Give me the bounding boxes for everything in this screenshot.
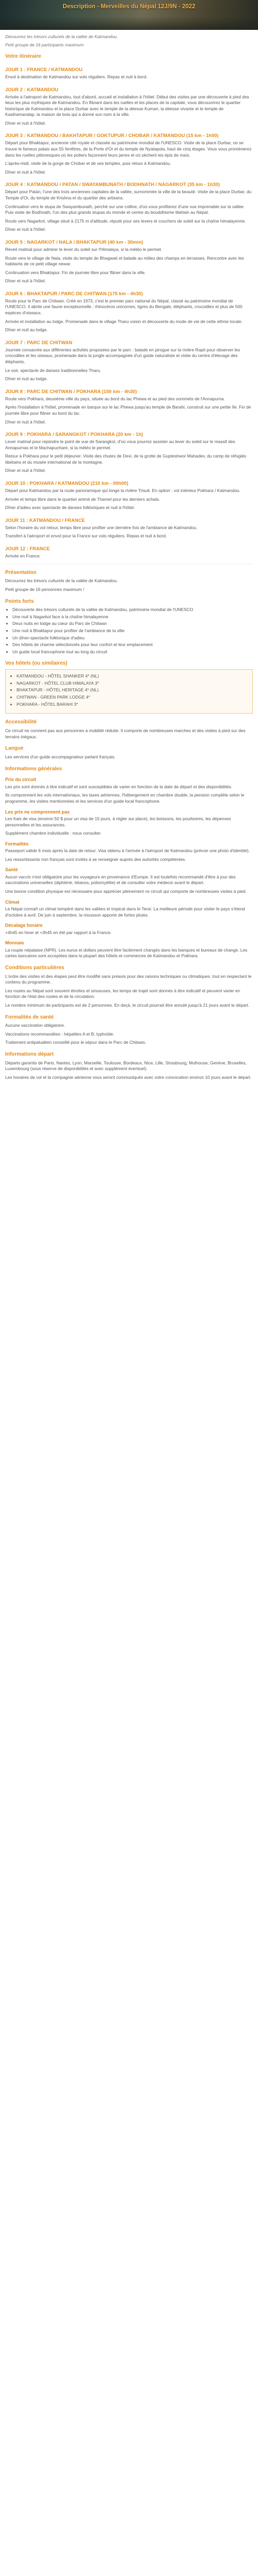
day-paragraph: Continuation vers Bhaktapur. Fin de journée libre pour flâner dans la ville. [5,269,146,275]
hotels-heading: Vos hôtels (ou similaires) [5,660,68,667]
info-paragraph: Les prix sont donnés à titre indicatif et sont susceptibles de varier en fonction de la date de départ et des disponibilités. [5,784,232,789]
day-title: JOUR 1 : FRANCE / KATMANDOU [5,66,83,72]
hotels-box [5,669,253,714]
info-subheading: Prix du circuit [5,777,37,783]
departure-text [5,1060,253,1081]
day-section [5,291,253,333]
day-title: JOUR 5 : NAGARKOT / NALA / BHAKTAPUR (40 km - 30min) [5,239,143,245]
paragraph: Aucune vaccination obligatoire. [5,1023,65,1028]
info-subsection [5,841,253,863]
day-section [5,388,253,425]
day-paragraph: Départ pour Patan, l'une des trois anciennes capitales de la vallée, surnommée la ville de la beauté. Visite de la place Durbar, du Temple d'Or, du temple de Krishna et du quartier des artisans. [5,189,252,200]
presentation-text [5,578,253,592]
day-paragraph: Arrivée à l'aéroport de Katmandou, tout d'abord, accueil et installation à l'hôtel. Début des visites par une découverte à pied des lieux les plus mythiques de Katmandou. En flânant dans les ruelles et les places de la capitale, vous découvrirez le quartier historique de Katmandou et la place Durbar avec le temple de la déesse Kumari, la déesse vivante et le temple de Kasthamandap, la maison de bois qui a donné son nom à la ville. [5,94,249,117]
paragraph: Ce circuit ne convient pas aux personnes à mobilité réduite. Il comporte de nombreuses marches et des visites à pied sur des terrains inégaux. [5,728,246,739]
day-paragraph: Journée consacrée aux différentes activités proposées par le parc : balade en pirogue sur la rivière Rapti pour observer les crocodiles et les oiseaux, promenade dans la jungle accompagnée d'un guide naturaliste et visite du centre d'élevage des éléphants. [5,347,240,364]
paragraph: Les horaires de vol et la compagnie aérienne vous seront communiqués avec votre convocation environ 10 jours avant le départ. [5,1075,252,1080]
page-title: Description - Merveilles du Népal 12J/9N - 2022 [62,4,196,10]
info-paragraph: Supplément chambre individuelle : nous consulter. [5,831,102,836]
day-section [5,546,253,560]
day-section [5,66,253,80]
day-title: JOUR 7 : PARC DE CHITWAN [5,339,73,345]
accessibility-heading: Accessibilité [5,719,37,725]
day-section [5,87,253,127]
conditions-text [5,974,253,1009]
paragraph: Petit groupe de 16 personnes maximum ! [5,586,85,592]
hotel-item: • NAGARKOT - HÔTEL CLUB HIMALAYA 3* [17,681,249,687]
day-paragraph: Arrivée et temps libre dans le quartier animé de Thamel pour les derniers achats. [5,496,160,502]
day-section [5,480,253,511]
highlight-item: • Découverte des trésors culturels de la vallée de Katmandou, patrimoine mondial de l'UNESCO [12,607,253,613]
page [0,0,258,1089]
day-paragraph: Route vers Nagarkot, village situé à 2175 m d'altitude, réputé pour ses levers et couchers de soleil sur la chaîne himalayenne. [5,218,246,224]
day-paragraph: Dîner et nuit à l'hôtel. [5,120,46,126]
day-title: JOUR 8 : PARC DE CHITWAN / POKHARA (150 km - 4h30) [5,388,137,394]
accessibility-text [5,728,253,740]
paragraph: Le nombre minimum de participants est de 2 personnes. En deçà, le circuit pourrait être annulé jusqu'à 21 jours avant le départ. [5,1002,250,1008]
day-paragraph: Dîner et nuit à l'hôtel. [5,169,46,175]
info-subsection [5,776,253,804]
info-subsection [5,899,253,919]
info-paragraph: Passeport valide 6 mois après la date de retour. Visa obtenu à l'arrivée à l'aéroport de Katmandou (prévoir une photo d'identité). [5,848,250,854]
day-paragraph: Arrivée et installation au lodge. Promenade dans le village Tharu voisin et découverte du mode de vie de cette ethnie locale. [5,318,243,324]
day-paragraph: Retour à Pokhara pour le petit déjeuner. Visite des chutes de Devi, de la grotte de Gupteshwor Mahadev, du camp de réfugiés tibétains et du musée international de la montagne. [5,453,247,465]
day-paragraph: Envol à destination de Katmandou sur vols réguliers. Repas et nuit à bord. [5,74,148,79]
day-paragraph: Selon l'horaire du vol retour, temps libre pour profiter une dernière fois de l'ambiance de Katmandou. [5,524,198,530]
day-section [5,517,253,539]
info-paragraph: Le Népal connaît un climat tempéré dans les vallées et tropical dans le Teraï. La meilleure période pour visiter le pays s'étend d'octobre à avril. De juin à septembre, la mousson apporte de fortes pluies. [5,906,245,918]
language-heading: Langue [5,745,24,752]
hotel-item: • CHITWAN - GREEN PARK LODGE 4* [17,694,249,701]
hotels-list [9,673,249,707]
highlight-item: • Des hôtels de charme sélectionnés pour leur confort et leur emplacement [12,642,253,648]
day-paragraph: Route pour le Parc de Chitwan. Créé en 1973, c'est le premier parc national du Népal, classé au patrimoine mondial de l'UNESCO. Il abrite une faune exceptionnelle : rhinocéros unicornes, tigres du Bengale, éléphants, crocodiles et plus de 500 espèces d'oiseaux. [5,298,243,316]
info-subheading: Santé [5,867,18,873]
day-paragraph: Continuation vers le stupa de Swayambunath, perché sur une colline, d'où vous profiterez d'une vue imprenable sur la vallée. Puis visite de Bodhnath, l'un des plus grands stupas du monde et centre du bouddhisme tibétain au Népal. [5,204,245,215]
health-heading: Formalités de santé [5,1014,54,1020]
day-paragraph: Route vers le village de Nala, visite du temple de Bhagwati et balade au milieu des champs en terrasses. Rencontre avec les habitants de ce petit village newar. [5,255,244,267]
info-subsection [5,940,253,959]
paragraph: Les services d'un guide accompagnateur parlant français. [5,754,116,759]
main-content [0,30,258,1089]
highlight-item: • Une nuit à Bhaktapur pour profiter de l'ambiance de la ville [12,628,253,634]
day-section [5,132,253,175]
day-paragraph: Lever matinal pour rejoindre le point de vue de Sarangkot, d'où vous pourrez assister au lever du soleil sur le massif des Annapurnas et le Machapuchare, si la météo le permet. [5,439,235,450]
hotel-item: • KATMANDOU - HÔTEL SHANKER 4* (NL) [17,673,249,680]
info-subsection [5,922,253,936]
day-paragraph: Dîner d'adieu avec spectacle de danses folkloriques et nuit à l'hôtel. [5,505,135,511]
paragraph: Traitement antipaludéen conseillé pour le séjour dans le Parc de Chitwan. [5,1040,147,1045]
language-text [5,754,253,760]
hotel-item: • BHAKTAPUR - HÔTEL HERITAGE 4* (NL) [17,687,249,693]
day-paragraph: L'après-midi, visite de la gorge de Chobar et de ses temples, puis retour à Katmandou. [5,161,171,166]
info-subheading: Monnaie [5,940,24,946]
day-paragraph: Dîner et nuit au lodge. [5,376,48,382]
day-paragraph: Départ pour Katmandou par la route panoramique qui longe la rivière Trisuli. En option : vol intérieur Pokhara / Katmandou. [5,488,240,494]
highlight-item: • Une nuit à Nagarkot face à la chaîne himalayenne [12,614,253,620]
paragraph: Vaccinations recommandées : hépatites A et B, typhoïde. [5,1031,115,1037]
day-title: JOUR 6 : BHAKTAPUR / PARC DE CHITWAN (175 km - 4h30) [5,290,143,296]
day-title: JOUR 4 : KATMANDOU / PATAN / SWAYAMBUNATH / BODHNATH / NAGARKOT (35 km - 1h30) [5,181,220,188]
paragraph: Découvrez les trésors culturels de la vallée de Katmandou. [5,578,118,584]
info-subheading: Les prix ne comprennent pas [5,809,70,815]
intro-line: Petit groupe de 16 participants maximum [5,42,84,47]
day-paragraph: Dîner et nuit à l'hôtel. [5,227,46,232]
intro-line: Découvrez les trésors culturels de la vallée de Katmandou. [5,34,118,39]
info-subheading: Climat [5,899,20,905]
info-subsection [5,867,253,894]
day-paragraph: Arrivée en France. [5,553,41,558]
day-section [5,431,253,474]
info-subheading: Décalage horaire [5,923,43,928]
day-section [5,239,253,284]
info-paragraph: Une bonne condition physique est nécessaire pour apprécier pleinement ce circuit qui comporte de nombreuses visites à pied. [5,888,247,894]
day-title: JOUR 3 : KATMANDOU / BAKHTAPUR / GOKTUPUR / CHOBAR / KATMANDOU (15 km - 1h00) [5,132,219,139]
departure-heading: Informations départ [5,1052,54,1058]
info-paragraph: +4h45 en hiver et +3h45 en été par rapport à la France. [5,929,112,935]
day-paragraph: Dîner et nuit à l'hôtel. [5,419,46,425]
day-section [5,181,253,233]
day-paragraph: Dîner et nuit à l'hôtel. [5,278,46,284]
day-title: JOUR 11 : KATMANDOU / FRANCE [5,517,85,523]
info-subsection [5,809,253,837]
intro [5,34,253,48]
presentation-heading: Présentation [5,569,37,575]
day-paragraph: Après l'installation à l'hôtel, promenade en barque sur le lac Phewa jusqu'au temple de Barahi, construit sur une petite île. Fin de journée libre pour flâner au bord du lac. [5,404,251,416]
conditions-heading: Conditions particulières [5,964,64,971]
day-title: JOUR 12 : FRANCE [5,545,50,551]
highlights-list [5,607,253,655]
day-paragraph: Dîner et nuit au lodge. [5,327,48,333]
header-banner [0,0,258,30]
general-info [5,776,253,959]
highlight-item: • Deux nuits en lodge au cœur du Parc de Chitwan [12,621,253,627]
day-paragraph: Transfert à l'aéroport et envol pour la France sur vols réguliers. Repas et nuit à bord. [5,533,167,539]
itinerary-heading: Votre itinéraire [5,54,41,60]
health-text [5,1023,253,1046]
info-paragraph: Les ressortissants non français sont invités à se renseigner auprès des autorités compétentes. [5,856,186,862]
day-section [5,340,253,382]
day-title: JOUR 9 : POKHARA / SARANGKOT / POKHARA (20 km - 1h) [5,431,143,437]
day-paragraph: Départ pour Bhaktapur, ancienne cité royale et classée au patrimoine mondial de l'UNESCO. Visite de la place Durbar, où se trouve le fameux palais aux 55 fenêtres, de la Porte d'Or et du temple de Nyatapola, haut de cinq étages. Vous vous promènerez dans les ruelles pittoresques où les potiers façonnent leurs jarres et où sèchent les épis de maïs. [5,140,252,158]
day-title: JOUR 10 : POKHARA / KATMANDOU (210 km - 00h00) [5,480,128,486]
highlight-item: • Un guide local francophone tout au long du circuit [12,649,253,655]
day-title: JOUR 2 : KATMANDOU [5,86,58,92]
day-paragraph: Route vers Pokhara, deuxième ville du pays, située au bord du lac Phewa et au pied des sommets de l'Annapurna. [5,396,225,401]
paragraph: Les routes au Népal sont souvent étroites et sinueuses, les temps de trajet sont donnés à titre indicatif et peuvent varier en fonction de l'état des routes et de la circulation. [5,988,240,999]
highlights-heading: Points forts [5,598,34,604]
paragraph: Départs garantis de Paris, Nantes, Lyon, Marseille, Toulouse, Bordeaux, Nice, Lille, Strasbourg, Mulhouse, Genève, Bruxelles, Luxembourg (sous réserve de disponibilités et avec supplément éventuel). [5,1060,247,1072]
day-paragraph: Réveil matinal pour admirer le lever du soleil sur l'Himalaya, si la météo le permet. [5,246,163,252]
banner-landscape [0,16,258,30]
paragraph: L'ordre des visites et des étapes peut être modifié sans préavis pour des raisons techniques ou climatiques, tout en respectant le contenu du programme. [5,973,252,985]
info-paragraph: La roupie népalaise (NPR). Les euros et dollars peuvent être facilement changés dans les banques et bureaux de change. Les cartes bancaires sont acceptées dans la plupart des hôtels et commerces de Katmandou et Pokhara. [5,947,248,959]
info-paragraph: Ils comprennent les vols internationaux, les taxes aériennes, l'hébergement en chambre double, la pension complète selon le programme, les visites mentionnées et les services d'un guide local francophone. [5,792,245,804]
day-paragraph: Le soir, spectacle de danses traditionnelles Tharu. [5,367,102,373]
day-paragraph: Dîner et nuit à l'hôtel. [5,468,46,473]
highlight-item: • Un dîner-spectacle folklorique d'adieu [12,635,253,641]
info-subheading: Formalités [5,841,29,846]
itinerary-days [5,66,253,560]
hotel-item: • POKHARA - HÔTEL BARAHI 3* [17,702,249,708]
info-paragraph: Aucun vaccin n'est obligatoire pour les voyageurs en provenance d'Europe. Il est toutefois recommandé d'être à jour des vaccinations universelles (diphtérie, tétanos, poliomyélite) et de consulter votre médecin avant le départ. [5,874,236,886]
general-info-heading: Informations générales [5,766,62,772]
info-paragraph: Les frais de visa (environ 50 $ pour un visa de 15 jours, à régler sur place), les boissons, les pourboires, les dépenses personnelles et les assurances. [5,816,231,827]
